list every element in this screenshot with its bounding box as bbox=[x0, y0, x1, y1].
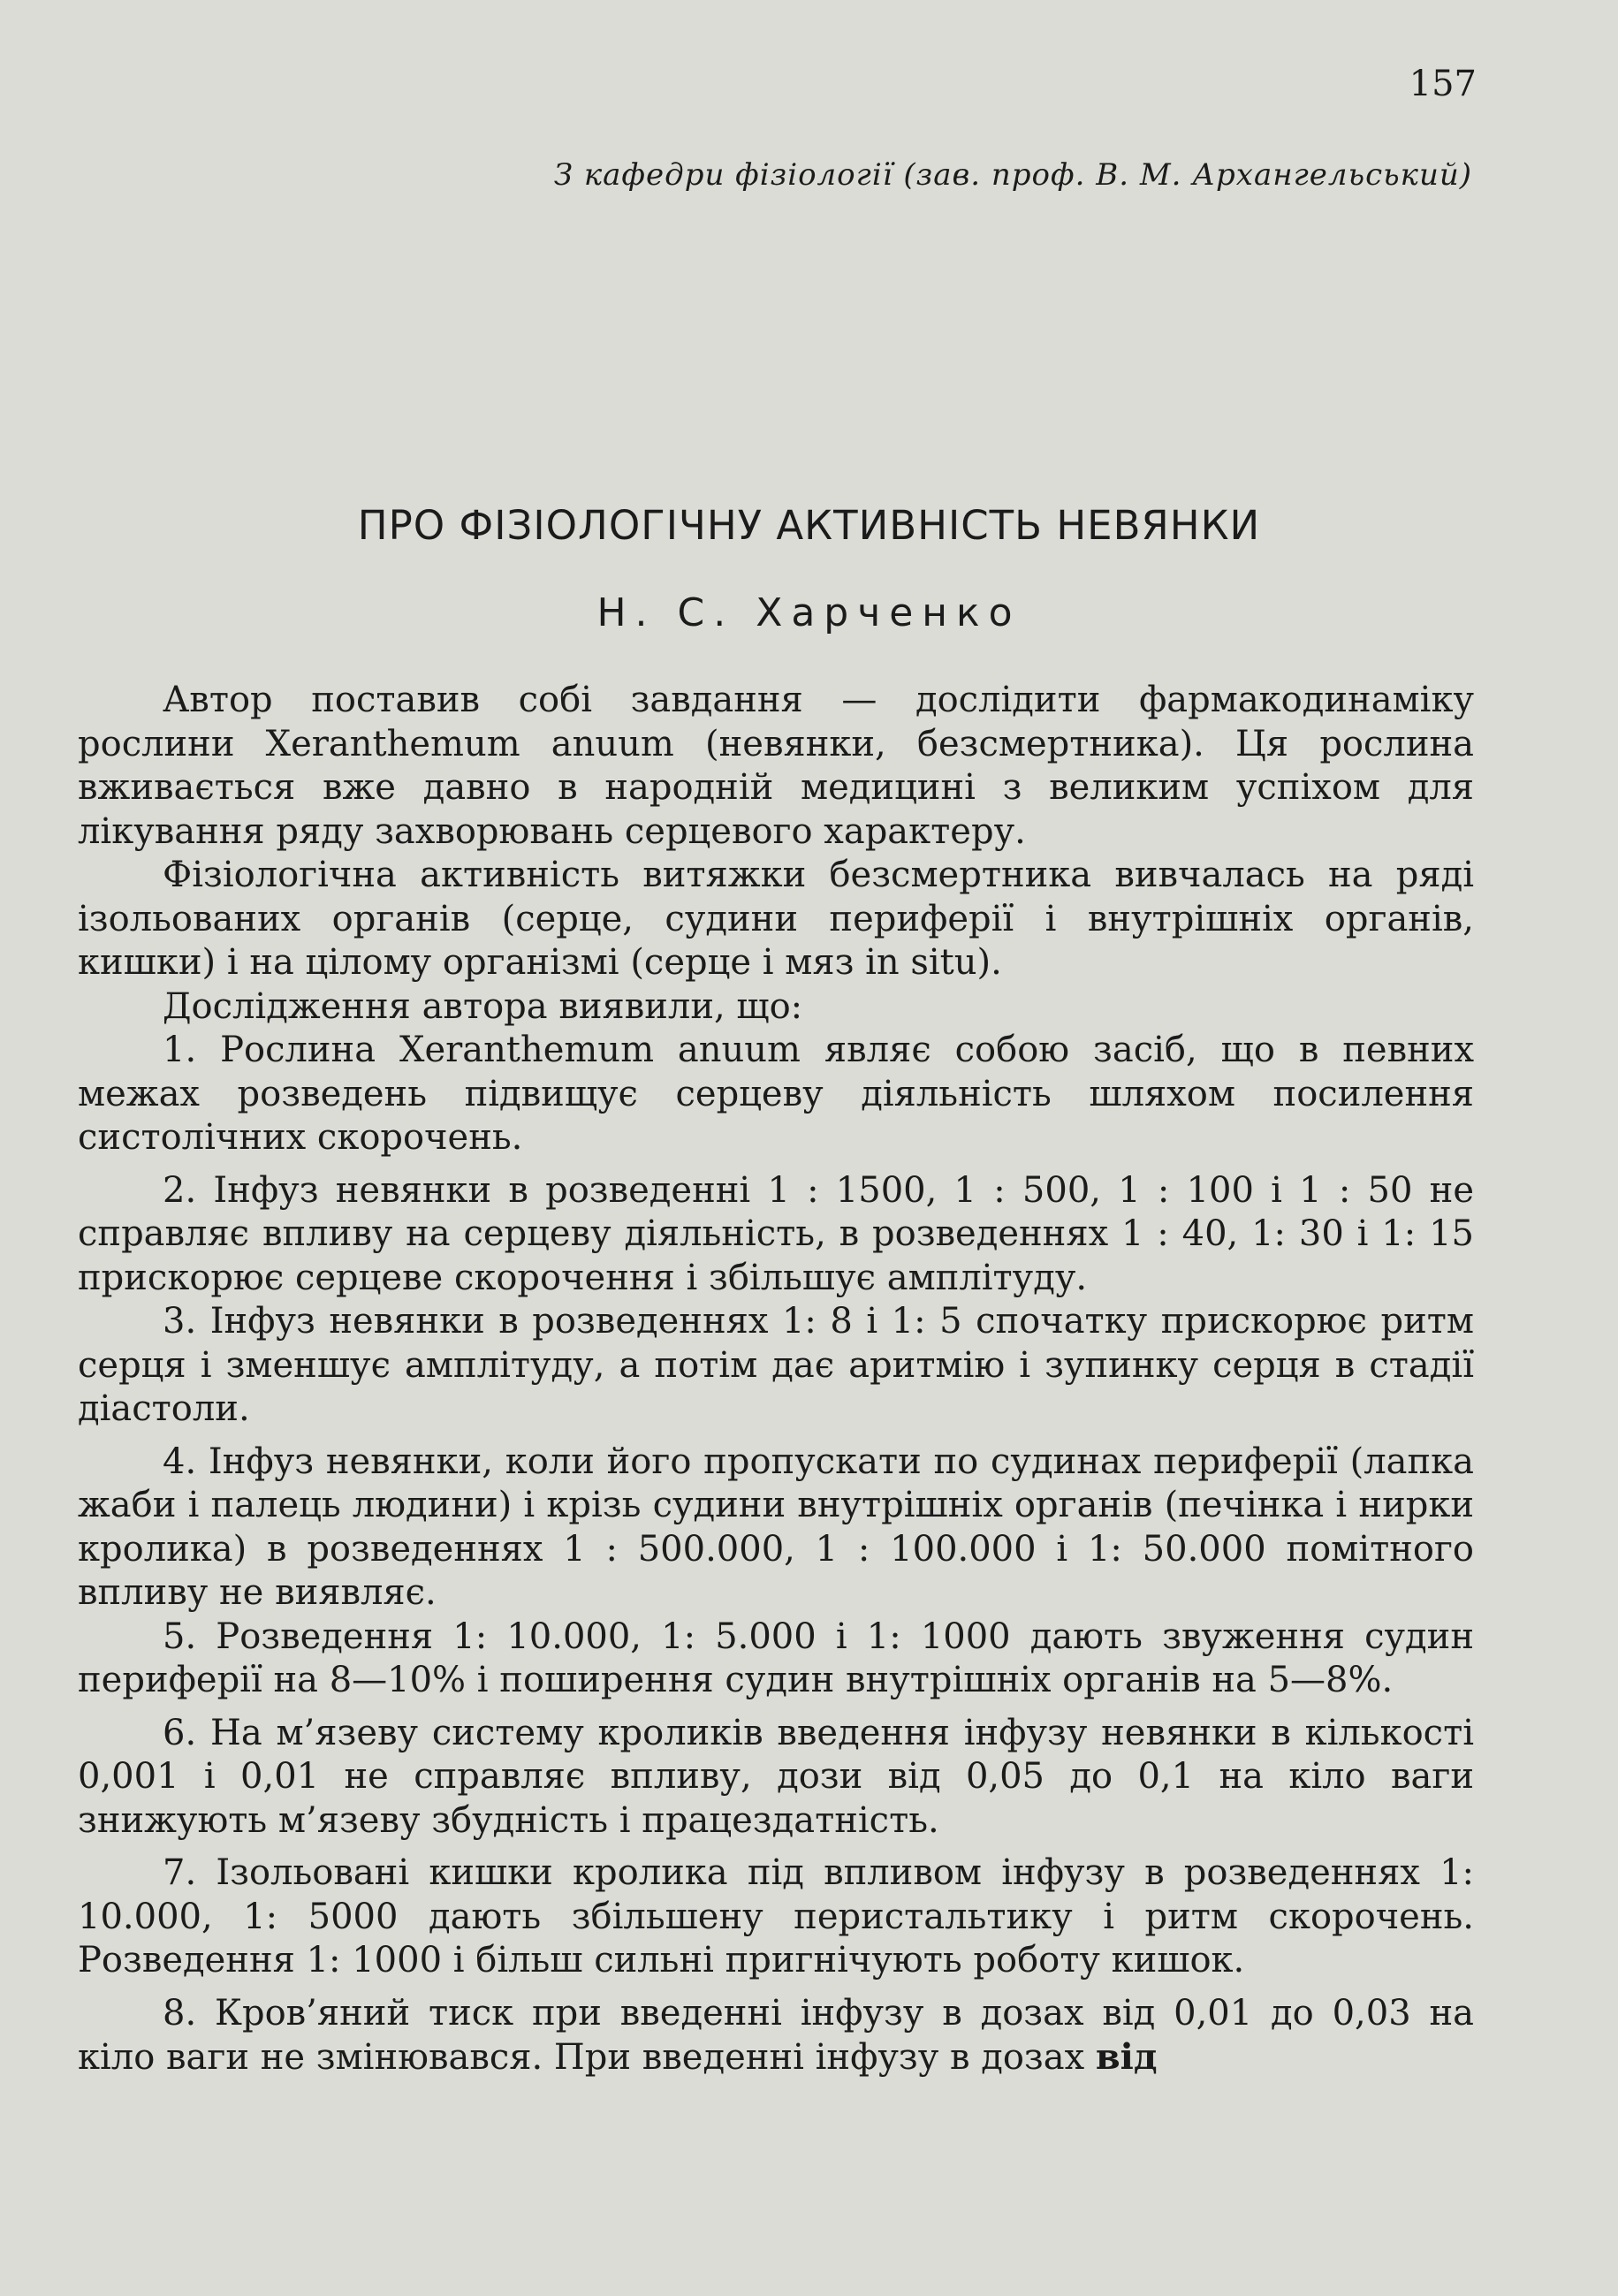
finding-8 bbox=[78, 1992, 1474, 2080]
finding-4: 4. Інфуз невянки, коли його пропускати по судинах периферії (лапка жаби і палець людини) і крізь судини внутрішніх органів (печінка і нирки кролика) в розведеннях 1 : 500.000, 1 : 100.000 і 1: 50.000 помітного впливу не виявляє. bbox=[78, 1441, 1474, 1613]
finding-8-bold: від bbox=[1095, 2036, 1158, 2078]
paragraph-activity: Фізіологічна активність витяжки безсмертника вивчалась на ряді ізольованих органів (серце, судини периферії і внутрішніх органів, кишки) і на цілому організмі (серце і мяз in situ). bbox=[78, 855, 1474, 983]
page-number: 157 bbox=[1409, 64, 1477, 104]
finding-5: 5. Розведення 1: 10.000, 1: 5.000 і 1: 1000 дають звуження судин периферії на 8—10% і поширення судин внутрішніх органів на 5—8%. bbox=[78, 1616, 1474, 1700]
finding-1: 1. Рослина Xeranthemum anuum являє собою засіб, що в певних межах розведень підвищує серцеву діяльність шляхом посилення систолічних скорочень. bbox=[78, 1030, 1474, 1158]
article-body bbox=[78, 679, 1474, 2080]
finding-3: 3. Інфуз невянки в розведеннях 1: 8 і 1: 5 спочатку прискорює ритм серця і зменшує амплітуду, а потім дає аритмію і зупинку серця в стадії діастоли. bbox=[78, 1301, 1474, 1429]
article-title: ПРО ФІЗІОЛОГІЧНУ АКТИВНІСТЬ НЕВЯНКИ bbox=[357, 502, 1261, 549]
finding-6: 6. На м’язеву систему кроликів введення інфузу невянки в кількості 0,001 і 0,01 не справляє впливу, дози від 0,05 до 0,1 на кіло ваги знижують м’язеву збудність і працездатність. bbox=[78, 1712, 1474, 1841]
finding-7: 7. Ізольовані кишки кролика під впливом інфузу в розведеннях 1: 10.000, 1: 5000 дають збільшену перистальтику і ритм скорочень. Розведення 1: 1000 і більш сильні пригнічують роботу кишок. bbox=[78, 1852, 1474, 1980]
article-author: Н. С. Харченко bbox=[596, 590, 1022, 635]
finding-2: 2. Інфуз невянки в розведенні 1 : 1500, 1 : 500, 1 : 100 і 1 : 50 не справляє впливу на серцеву діяльність, в розведеннях 1 : 40, 1: 30 і 1: 15 прискорює серцеве скорочення і збільшує амплітуду. bbox=[78, 1169, 1474, 1298]
paragraph-findings-lead: Дослідження автора виявили, що: bbox=[163, 985, 803, 1027]
paragraph-intro: Автор поставив собі завдання — дослідити фармакодинаміку рослини Xeranthemum anuum (невянки, безсмертника). Ця рослина вживається вже давно в народній медицині з великим успіхом для лікування ряду захворювань серцевого характеру. bbox=[78, 680, 1474, 852]
finding-8-text: 8. Кров’яний тиск при введенні інфузу в дозах від 0,01 до 0,03 на кіло ваги не змінювався. При введенні інфузу в дозах bbox=[78, 1992, 1474, 2078]
department-header: З кафедри фізіології (зав. проф. В. М. Архангельський) bbox=[553, 157, 1472, 193]
